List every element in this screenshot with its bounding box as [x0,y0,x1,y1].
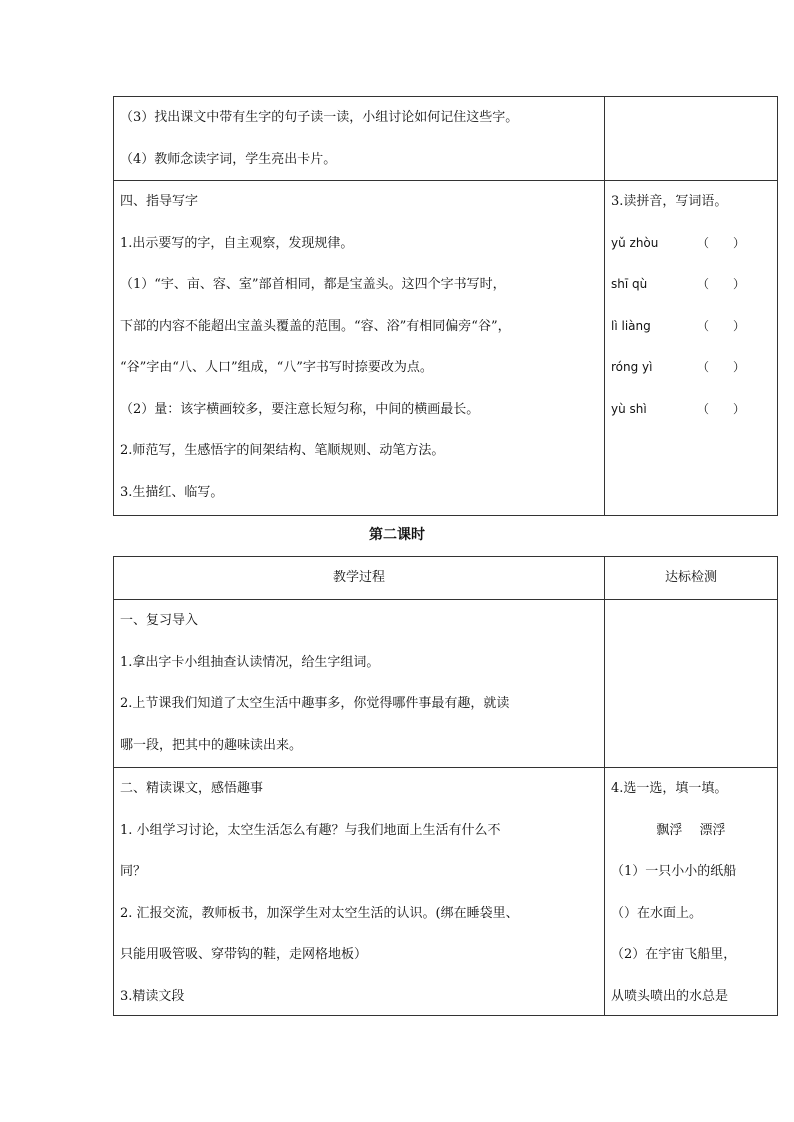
pinyin-item [611,223,771,265]
table2-row2-process-cell [114,768,605,1015]
exercise-title: 4.选一选，填一填。 [611,781,728,796]
answer-blank: （ ） [697,360,746,374]
answer-blank: （ ） [697,277,746,291]
column-header-process: 教学过程 [114,557,605,599]
text-line: “谷”字由“八、人口”组成，“八”字书写时捺要改为点。 [120,360,433,375]
text-line: 哪一段，把其中的趣味读出来。 [120,737,303,753]
text-line: 二、精读课文，感悟趣事 [120,781,264,796]
table1-row1-process-cell [114,97,605,180]
pinyin-item [611,389,771,431]
answer-blank: （ ） [697,235,746,250]
text-line: （3）找出课文中带有生字的句子读一读，小组讨论如何记住这些字。 [120,110,519,125]
lesson-table-2 [113,556,778,1016]
text-line: 同？ [120,864,147,879]
text-line: （2）量：该字横画较多，要注意长短匀称，中间的横画最长。 [120,401,480,417]
table1-row2-check-cell [605,181,777,515]
text-line: （1）“宇、亩、容、室”部首相同，都是宝盖头。这四个字书写时， [120,277,506,292]
text-line: 1. 小组学习讨论，太空生活怎么有趣？与我们地面上生活有什么不 [120,822,501,838]
text-line: 一、复习导入 [120,613,199,628]
table1-row1-check-cell [605,97,777,180]
text-line: 3.精读文段 [120,988,185,1004]
exercise-line: （1）一只小小的纸船 [611,864,737,879]
text-line: 2.上节课我们知道了太空生活中趣事多，你觉得哪件事最有趣，就读 [120,696,510,711]
text-line: 1.拿出字卡小组抽查认读情况，给生字组词。 [120,654,380,670]
table2-row-1 [114,599,777,767]
table2-row2-check-cell [605,768,777,1015]
pinyin-text: yǔ zhòu [611,235,659,250]
pinyin-text: lì liàng [611,318,651,333]
pinyin-item [611,264,771,306]
text-line: 下部的内容不能超出宝盖头覆盖的范围。“容、浴”有相同偏旁“谷”， [120,318,511,334]
word-choices: 飘浮 漂浮 [656,822,726,838]
pinyin-item [611,306,771,348]
table2-row-2 [114,767,777,1015]
table1-row-1 [114,97,777,180]
text-line: 2.师范写，生感悟字的间架结构、笔顺规则、动笔方法。 [120,443,445,458]
table1-row2-process-cell [114,181,605,515]
text-line: 3.生描红、临写。 [120,484,224,500]
text-line: （4）教师念读字词，学生亮出卡片。 [120,151,337,167]
text-line: 四、指导写字 [120,194,199,209]
table2-header-row [114,557,777,599]
text-line: 1.出示要写的字，自主观察，发现规律。 [120,235,354,251]
pinyin-item [611,347,771,389]
column-header-check: 达标检测 [664,570,717,585]
exercise-line: 从喷头喷出的水总是 [611,988,729,1004]
exercise-title: 3.读拼音，写词语。 [611,194,728,209]
answer-blank: （ ） [697,401,746,416]
text-line: 2. 汇报交流，教师板书，加深学生对太空生活的认识。(绑在睡袋里、 [120,905,519,921]
section-title: 第二课时 [369,527,425,543]
text-line: 只能用吸管吸、穿带钩的鞋，走网格地板） [120,947,368,962]
answer-blank: （ ） [697,318,746,333]
exercise-line: （）在水面上。 [611,905,703,921]
table2-row1-process-cell [114,600,605,767]
exercise-line: （2）在宇宙飞船里， [611,947,737,962]
lesson-table-1 [113,96,778,516]
pinyin-text: róng yì [611,360,653,374]
table1-row-2 [114,180,777,515]
table2-row1-check-cell [605,600,777,767]
pinyin-text: yù shì [611,401,647,416]
pinyin-text: shī qù [611,277,648,291]
